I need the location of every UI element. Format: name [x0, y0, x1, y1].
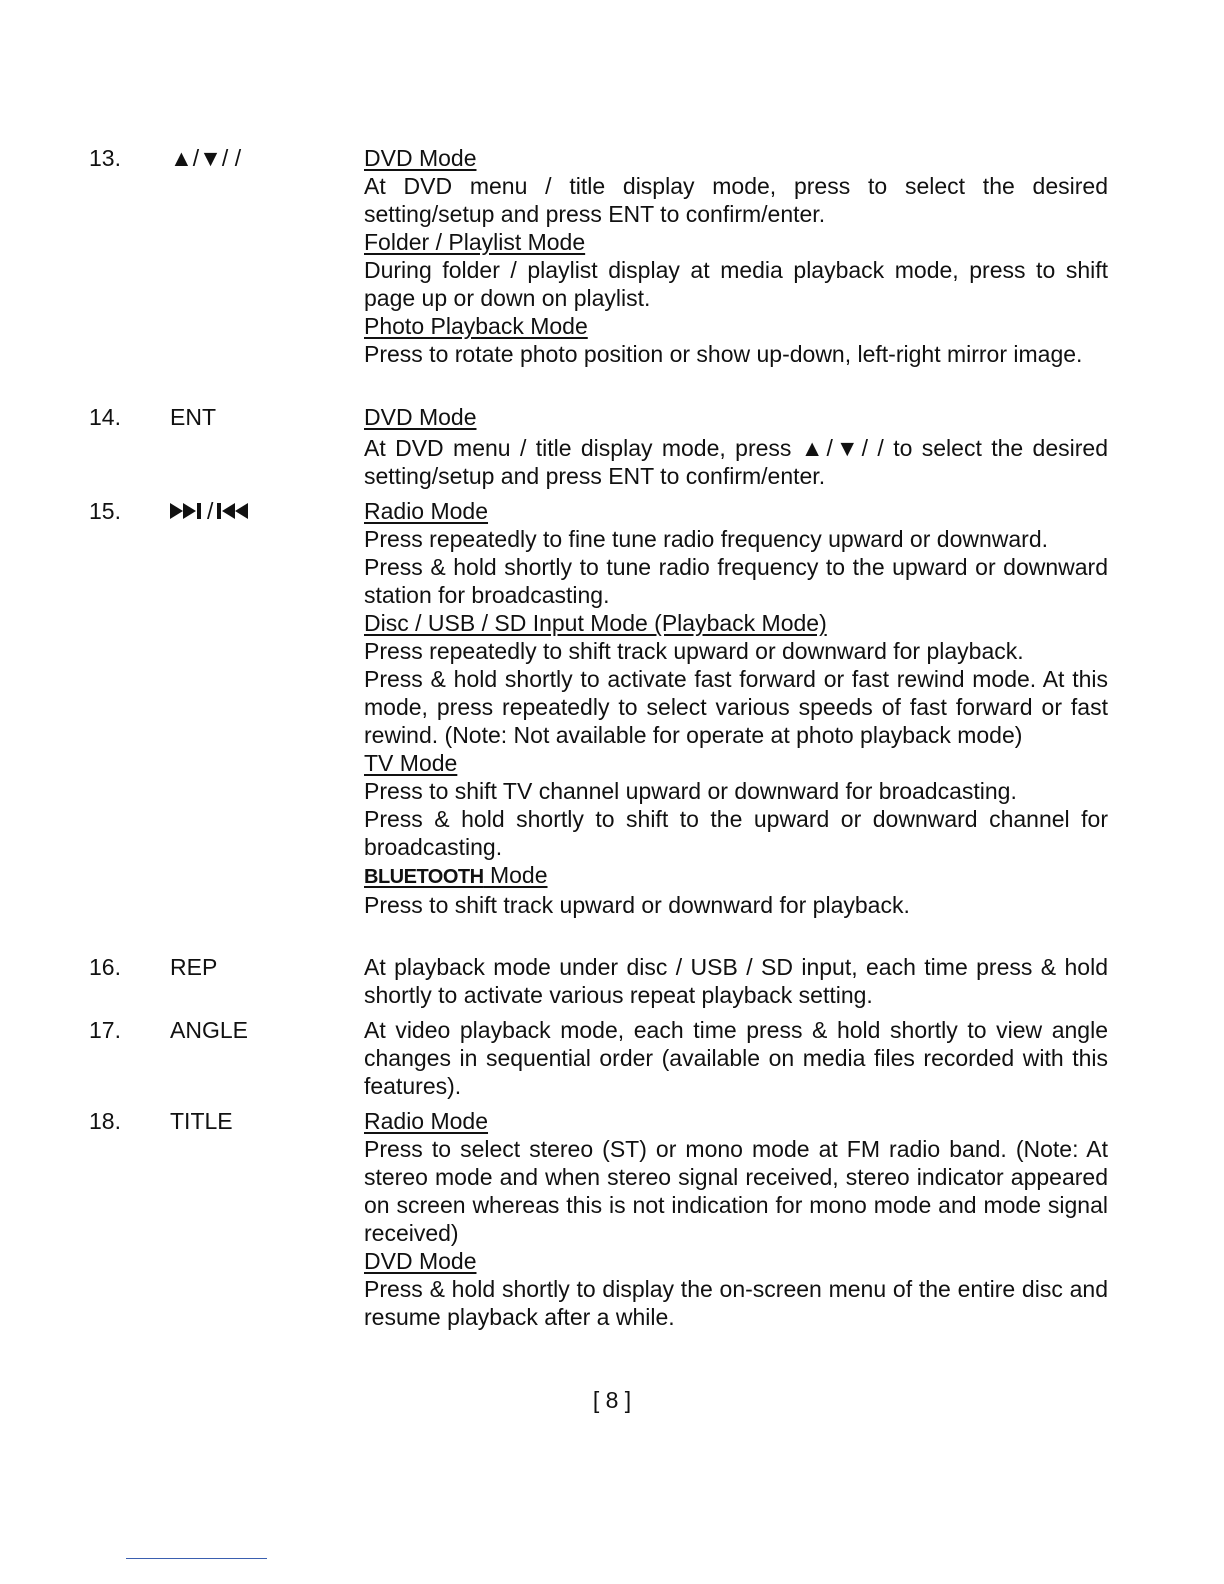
entry-description [364, 953, 1108, 1009]
entry-number: 18. [89, 1108, 121, 1134]
mode-text: Press repeatedly to shift track upward or downward for playback. [364, 638, 1024, 664]
entry-number: 15. [89, 498, 121, 524]
mode-text: Press to select stereo (ST) or mono mode at FM radio band. (Note: At stereo mode and when stereo signal received, stereo indicator appeared on screen whereas this is not indication for mono mode and mode signal received) [364, 1136, 1108, 1246]
mode-text: During folder / playlist display at media playback mode, press to shift page up or down on playlist. [364, 257, 1108, 311]
mode-heading: Photo Playback Mode [364, 313, 588, 339]
mode-text: Press to shift TV channel upward or downward for broadcasting. [364, 778, 1017, 804]
previous-track-icon [216, 501, 250, 521]
entry-key: ANGLE [170, 1017, 248, 1043]
entry-key: ▲/▼/ / [170, 145, 242, 171]
mode-heading: Folder / Playlist Mode [364, 229, 586, 255]
entry-key: TITLE [170, 1108, 233, 1134]
page-number: [ 8 ] [592, 1387, 632, 1413]
mode-text: At DVD menu / title display mode, press ▲/▼/ / to select the desired setting/setup and press ENT to confirm/enter. [364, 435, 1108, 489]
entry-description [364, 497, 1108, 919]
mode-text: At DVD menu / title display mode, press to select the desired setting/setup and press ENT to confirm/enter. [364, 173, 1108, 227]
mode-text: Press repeatedly to fine tune radio frequency upward or downward. [364, 526, 1049, 552]
mode-text: Press & hold shortly to tune radio frequency to the upward or downward station for broadcasting. [364, 554, 1108, 608]
mode-text: Press to shift track upward or downward for playback. [364, 892, 910, 918]
mode-text: Press & hold shortly to shift to the upward or downward channel for broadcasting. [364, 806, 1108, 860]
mode-heading: Radio Mode [364, 1108, 489, 1134]
mode-heading: TV Mode [364, 750, 458, 776]
entry-description [364, 403, 1108, 490]
mode-text: Press & hold shortly to activate fast forward or fast rewind mode. At this mode, press repeatedly to select various speeds of fast forward or fast rewind. (Note: Not available for operate at photo playback mode) [364, 666, 1108, 748]
mode-heading: Radio Mode [364, 498, 489, 524]
bluetooth-word: BLUETOOTH [364, 866, 484, 888]
entry-description [364, 1107, 1108, 1331]
entry-number: 17. [89, 1017, 121, 1043]
next-track-icon [170, 501, 204, 521]
key-separator: / [207, 498, 214, 524]
entry-description [364, 144, 1108, 368]
entry-key: REP [170, 954, 218, 980]
entry-key [170, 497, 250, 525]
mode-heading: Disc / USB / SD Input Mode (Playback Mode) [364, 610, 827, 636]
entry-key: ENT [170, 404, 216, 430]
mode-heading [364, 861, 1108, 891]
mode-text: Press & hold shortly to display the on-screen menu of the entire disc and resume playback after a while. [364, 1276, 1108, 1330]
mode-text: Press to rotate photo position or show up-down, left-right mirror image. [364, 341, 1083, 367]
footer-rule [126, 1558, 267, 1559]
entry-number: 14. [89, 404, 121, 430]
mode-text: At video playback mode, each time press & hold shortly to view angle changes in sequential order (available on media files recorded with this features). [364, 1017, 1108, 1099]
mode-heading: DVD Mode [364, 1248, 477, 1274]
mode-heading: DVD Mode [364, 145, 477, 171]
mode-text: At playback mode under disc / USB / SD input, each time press & hold shortly to activate various repeat playback setting. [364, 954, 1108, 1008]
entry-number: 13. [89, 145, 121, 171]
bluetooth-mode-word: Mode [483, 862, 548, 888]
mode-heading: DVD Mode [364, 404, 477, 430]
entry-description [364, 1016, 1108, 1100]
entry-number: 16. [89, 954, 121, 980]
